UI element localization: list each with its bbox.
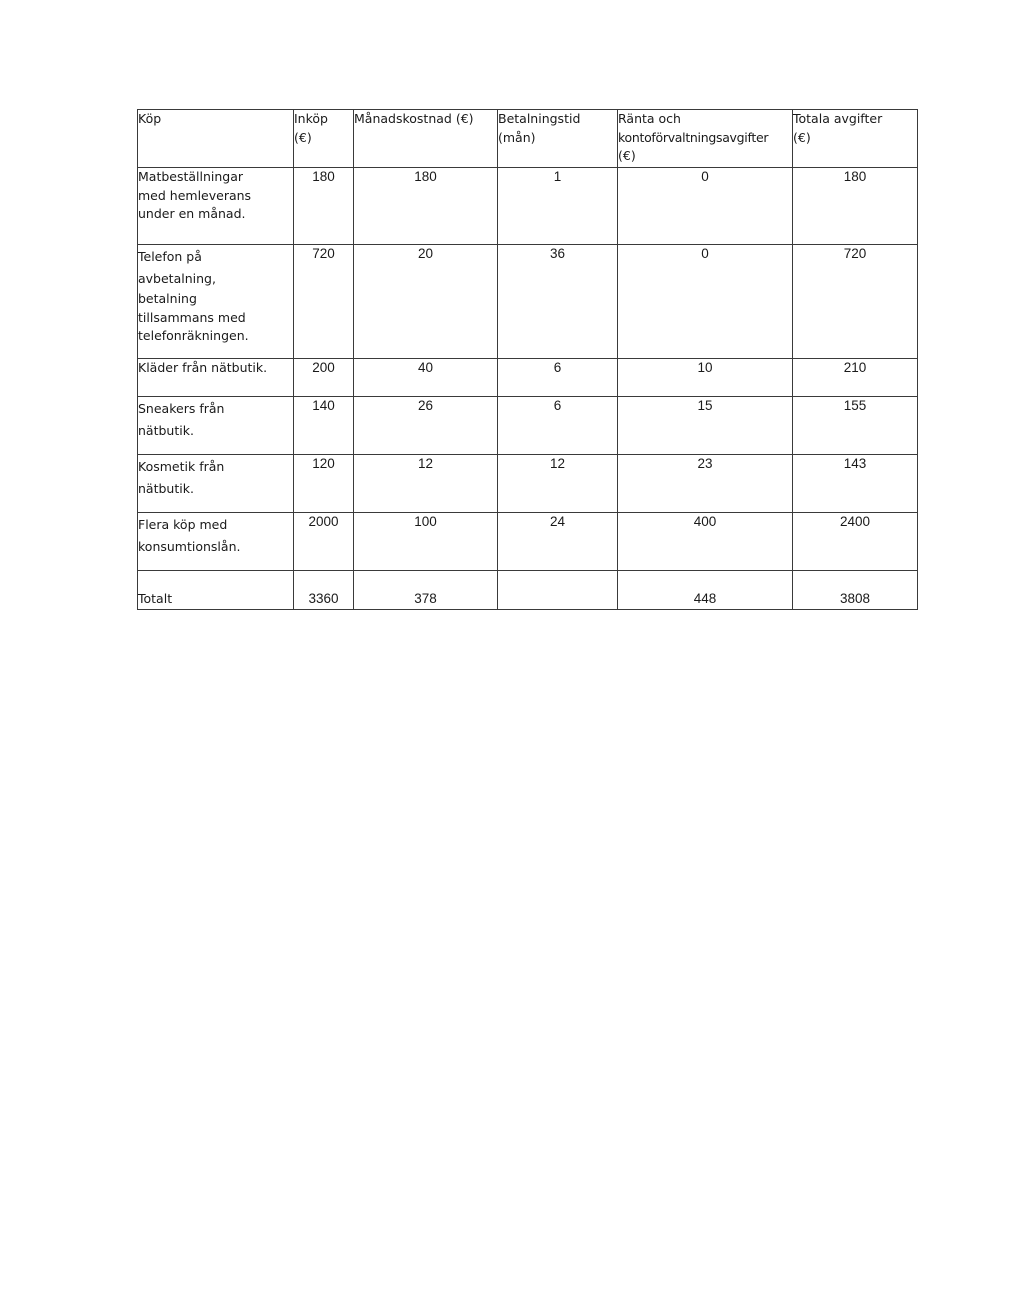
total-row [138, 571, 918, 610]
row-label [138, 168, 294, 245]
row-label-line: med hemleverans [138, 187, 252, 203]
table-row [138, 397, 918, 455]
row-label [138, 455, 294, 513]
total-fees-sum-cell: 3808 [793, 571, 918, 610]
row-label-line: Telefon på [138, 249, 202, 264]
header-kop [138, 110, 294, 168]
purchase-cell: 720 [294, 245, 354, 359]
total-fees-cell: 155 [793, 397, 918, 455]
row-label [138, 359, 294, 397]
monthly-cost-cell: 20 [354, 245, 498, 359]
total-fees-cell: 180 [793, 168, 918, 245]
header-text: Inköp [294, 111, 328, 126]
interest-fees-cell: 10 [618, 359, 793, 397]
purchases-table [137, 109, 918, 610]
row-label [138, 513, 294, 571]
row-label-line: Kosmetik från [138, 459, 225, 474]
header-inkop [294, 110, 354, 168]
table-row [138, 245, 918, 359]
header-text: Köp [138, 111, 162, 126]
table-row [138, 168, 918, 245]
header-text: (mån) [498, 129, 536, 145]
purchase-cell: 180 [294, 168, 354, 245]
total-fees-cell: 720 [793, 245, 918, 359]
payment-period-cell: 6 [498, 359, 618, 397]
row-label-line: tillsammans med [138, 309, 246, 325]
header-text: (€) [793, 129, 811, 145]
header-text: Betalningstid [498, 111, 581, 126]
total-purchase-cell: 3360 [294, 571, 354, 610]
header-betalningstid [498, 110, 618, 168]
total-monthly-cost-cell: 378 [354, 571, 498, 610]
header-text: Totala avgifter [793, 111, 883, 126]
row-label [138, 397, 294, 455]
table-header-row [138, 110, 918, 168]
interest-fees-cell: 23 [618, 455, 793, 513]
header-ranta-avgifter [618, 110, 793, 168]
payment-period-cell: 24 [498, 513, 618, 571]
header-text: (€) [618, 148, 636, 163]
row-label-line: Kläder från nätbutik. [138, 360, 268, 375]
header-text: kontoförvaltningsavgifter [618, 129, 769, 145]
purchase-cell: 2000 [294, 513, 354, 571]
header-text: Ränta och [618, 111, 681, 126]
total-label: Totalt [138, 571, 294, 610]
row-label-line: Flera köp med [138, 517, 228, 532]
interest-fees-cell: 0 [618, 245, 793, 359]
interest-fees-cell: 0 [618, 168, 793, 245]
monthly-cost-cell: 180 [354, 168, 498, 245]
monthly-cost-cell: 100 [354, 513, 498, 571]
monthly-cost-cell: 26 [354, 397, 498, 455]
row-label-line: Matbeställningar [138, 169, 244, 184]
row-label-line: nätbutik. [138, 423, 194, 438]
total-fees-cell: 143 [793, 455, 918, 513]
purchase-cell: 140 [294, 397, 354, 455]
row-label-line: nätbutik. [138, 481, 194, 496]
row-label-line: telefonräkningen. [138, 328, 249, 343]
row-label-line: betalning [138, 291, 197, 306]
row-label-line: konsumtionslån. [138, 539, 241, 554]
purchase-cell: 200 [294, 359, 354, 397]
payment-period-cell: 6 [498, 397, 618, 455]
header-totala-avgifter [793, 110, 918, 168]
total-interest-fees-cell: 448 [618, 571, 793, 610]
header-text: Månadskostnad (€) [354, 111, 474, 126]
table-row [138, 359, 918, 397]
table-row [138, 513, 918, 571]
header-text: (€) [294, 129, 312, 145]
row-label-line: Sneakers från [138, 401, 225, 416]
interest-fees-cell: 400 [618, 513, 793, 571]
total-fees-cell: 210 [793, 359, 918, 397]
total-payment-period-cell [498, 571, 618, 610]
table-row [138, 455, 918, 513]
header-manadskostnad [354, 110, 498, 168]
payment-period-cell: 12 [498, 455, 618, 513]
monthly-cost-cell: 40 [354, 359, 498, 397]
monthly-cost-cell: 12 [354, 455, 498, 513]
payment-period-cell: 1 [498, 168, 618, 245]
row-label-line: under en månad. [138, 206, 246, 221]
total-fees-cell: 2400 [793, 513, 918, 571]
payment-period-cell: 36 [498, 245, 618, 359]
row-label [138, 245, 294, 359]
row-label-line: avbetalning, [138, 271, 216, 286]
purchase-cell: 120 [294, 455, 354, 513]
interest-fees-cell: 15 [618, 397, 793, 455]
